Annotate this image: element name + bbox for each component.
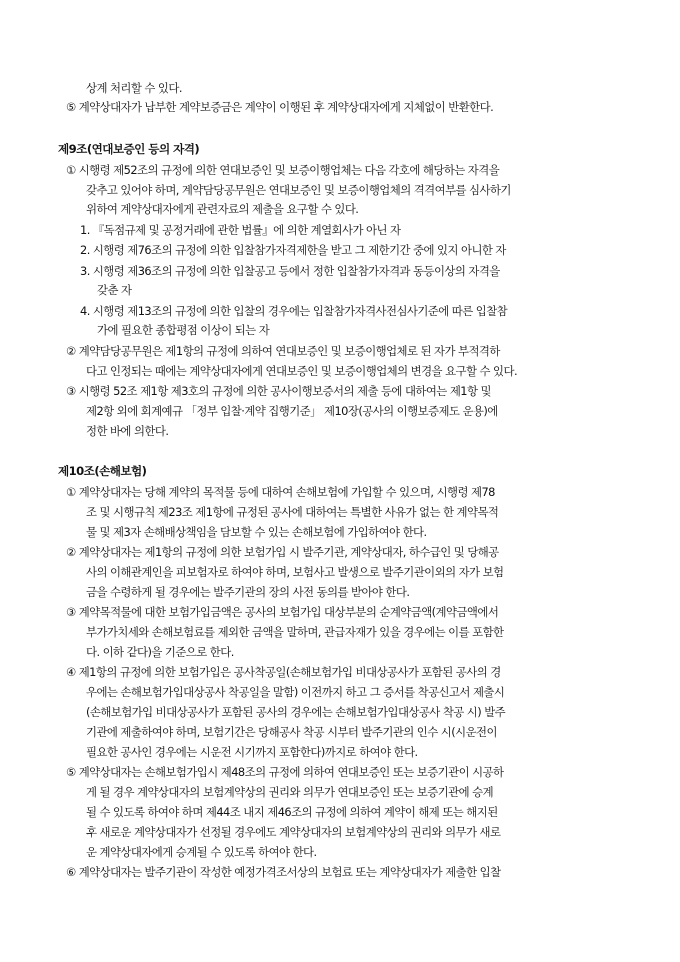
text-line: 후 새로운 계약상대자가 선정될 경우에도 계약상대자의 보험계약상의 권리와 의무가 새로 — [86, 825, 501, 839]
text-line: 사의 이해관계인을 피보험자로 하여야 하며, 보험사고 발생으로 발주기관이외의 자가 보험 — [86, 565, 504, 579]
text-line: 갖춘 자 — [97, 283, 132, 297]
text-line: ② 계약상대자는 제1항의 규정에 의한 보험가입 시 발주기관, 계약상대자, 하수급인 및 당해공 — [66, 545, 499, 559]
text-line: 2. 시행령 제76조의 규정에 의한 입찰참가자격제한을 받고 그 제한기간 중에 있지 아니한 자 — [80, 243, 506, 257]
text-line: 상계 처리할 수 있다. — [86, 81, 182, 95]
text-line: 3. 시행령 제36조의 규정에 의한 입찰공고 등에서 정한 입찰참가자격과 동등이상의 자격을 — [80, 264, 500, 278]
text-line: 기관에 제출하여야 하며, 보험기간은 당해공사 착공 시부터 발주기관의 인수 시(시운전이 — [86, 725, 497, 739]
text-line: ④ 제1항의 규정에 의한 보험가입은 공사착공일(손해보험가입 비대상공사가 포함된 공사의 경 — [66, 665, 501, 679]
text-line: 필요한 공사인 경우에는 시운전 시기까지 포함한다)까지로 하여야 한다. — [86, 745, 418, 759]
text-line: 부가가치세와 손해보험료를 제외한 금액을 말하며, 관급자재가 있을 경우에는 이를 포함한 — [86, 625, 504, 639]
text-line: 우에는 손해보험가입대상공사 착공일을 말함) 이전까지 하고 그 증서를 착공신고서 제출시 — [86, 685, 505, 699]
article-9-heading: 제9조(연대보증인 등의 자격) — [58, 142, 200, 156]
text-line: 될 수 있도록 하여야 하며 제44조 내지 제46조의 규정에 의하여 계약이 해제 또는 해지된 — [86, 805, 498, 819]
text-line: 가에 필요한 종합평점 이상이 되는 자 — [97, 323, 270, 337]
text-line: 다고 인정되는 때에는 계약상대자에게 연대보증인 및 보증이행업체의 변경을 요구할 수 있다. — [86, 364, 518, 378]
text-line: 물 및 제3자 손해배상책임을 담보할 수 있는 손해보험에 가입하여야 한다. — [86, 525, 427, 539]
text-line: 제2항 외에 회계예규 「정부 입찰·계약 집행기준」 제10장(공사의 이행보증제도 운용)에 — [86, 404, 498, 418]
text-line: (손해보험가입 비대상공사가 포함된 공사의 경우에는 손해보험가입대상공사 착공 시) 발주 — [86, 705, 506, 719]
text-line: 4. 시행령 제13조의 규정에 의한 입찰의 경우에는 입찰참가자격사전심사기준에 따른 입찰참 — [80, 304, 508, 318]
text-line: ⑥ 계약상대자는 발주기관이 작성한 예정가격조서상의 보험료 또는 계약상대자가 제출한 입찰 — [66, 865, 501, 879]
text-line: ③ 시행령 52조 제1항 제3호의 규정에 의한 공사이행보증서의 제출 등에 대하여는 제1항 및 — [66, 384, 491, 398]
text-line: 정한 바에 의한다. — [86, 424, 169, 438]
text-line: ⑤ 계약상대자는 손해보험가입시 제48조의 규정에 의하여 연대보증인 또는 보증기관이 시공하 — [66, 765, 504, 779]
text-line: ③ 계약목적물에 대한 보험가입금액은 공사의 보험가입 대상부분의 순계약금액(계약금액에서 — [66, 605, 499, 619]
text-line: 게 될 경우 계약상대자의 보험계약상의 권리와 의무가 연대보증인 또는 보증기관에 승계 — [86, 785, 494, 799]
text-line: ① 시행령 제52조의 규정에 의한 연대보증인 및 보증이행업체는 다음 각호에 해당하는 자격을 — [66, 163, 500, 177]
text-line: ② 계약담당공무원은 제1항의 규정에 의하여 연대보증인 및 보증이행업체로 된 자가 부적격하 — [66, 344, 500, 358]
text-line: 다. 이하 같다)을 기준으로 한다. — [86, 645, 234, 659]
text-line: ⑤ 계약상대자가 납부한 계약보증금은 계약이 이행된 후 계약상대자에게 지체없이 반환한다. — [66, 100, 494, 114]
text-line: 금을 수령하게 될 경우에는 발주기관의 장의 사전 동의를 받아야 한다. — [86, 585, 410, 599]
text-line: ① 계약상대자는 당해 계약의 목적물 등에 대하여 손해보험에 가입할 수 있으며, 시행령 제78 — [66, 485, 495, 499]
article-10-heading: 제10조(손해보험) — [58, 464, 147, 478]
text-line: 위하여 계약상대자에게 관련자료의 제출을 요구할 수 있다. — [86, 202, 359, 216]
text-line: 갖추고 있어야 하며, 계약담당공무원은 연대보증인 및 보증이행업체의 격격여부를 심사하기 — [86, 183, 511, 197]
text-line: 조 및 시행규칙 제23조 제1항에 규정된 공사에 대하여는 특별한 사유가 없는 한 계약목적 — [86, 505, 499, 519]
text-line: 운 계약상대자에게 승계될 수 있도록 하여야 한다. — [86, 845, 317, 859]
text-line: 1. 『독점규제 및 공정거래에 관한 법률』에 의한 계열회사가 아닌 자 — [80, 223, 401, 237]
